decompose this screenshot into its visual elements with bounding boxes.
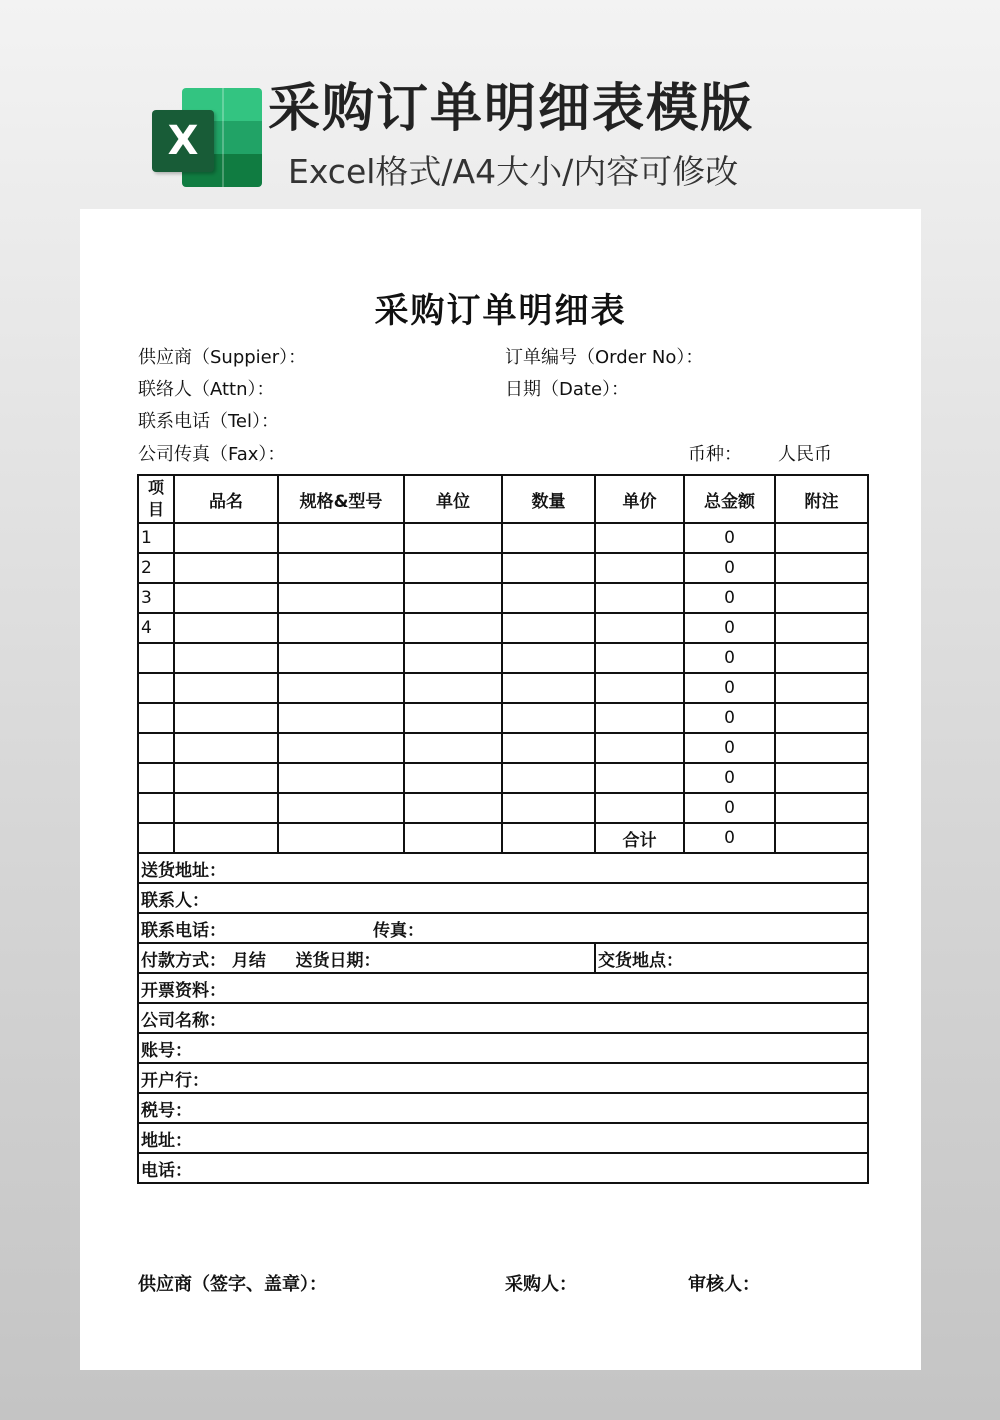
item-cell[interactable]: 2 [138, 553, 174, 583]
qty-cell[interactable] [502, 613, 595, 643]
address-row [138, 1123, 868, 1153]
price-cell[interactable] [595, 643, 684, 673]
total-cell[interactable]: 0 [684, 643, 775, 673]
table-row [138, 613, 868, 643]
tax-no-field[interactable]: 税号： [138, 1093, 868, 1123]
unit-cell[interactable] [404, 613, 502, 643]
spec-cell[interactable] [278, 703, 404, 733]
order-table [137, 474, 869, 1184]
total-cell[interactable]: 0 [684, 763, 775, 793]
header-item: 项目 [138, 475, 174, 523]
item-cell[interactable]: 4 [138, 613, 174, 643]
currency-value: 人民币 [778, 444, 832, 465]
unit-cell[interactable] [404, 673, 502, 703]
reviewer-signature-label: 审核人： [688, 1274, 760, 1295]
document-title: 采购订单明细表 [374, 291, 627, 331]
unit-cell[interactable] [404, 643, 502, 673]
remark-cell[interactable] [775, 793, 868, 823]
price-cell[interactable] [595, 673, 684, 703]
item-cell[interactable] [138, 733, 174, 763]
table-row [138, 553, 868, 583]
product-cell[interactable] [174, 793, 278, 823]
qty-cell[interactable] [502, 583, 595, 613]
product-cell[interactable] [174, 673, 278, 703]
supplier-signature-label: 供应商（签字、盖章）： [138, 1274, 327, 1295]
unit-cell[interactable] [404, 793, 502, 823]
spec-cell[interactable] [278, 643, 404, 673]
header-unit: 单位 [404, 475, 502, 523]
table-row [138, 793, 868, 823]
unit-cell[interactable] [404, 703, 502, 733]
supplier-label: 供应商（Suppier）： [138, 347, 307, 368]
total-cell[interactable]: 0 [684, 733, 775, 763]
payment-field[interactable] [138, 943, 595, 973]
remark-cell[interactable] [775, 523, 868, 553]
attn-label: 联络人（Attn）： [138, 379, 275, 400]
product-cell[interactable] [174, 733, 278, 763]
invoice-row [138, 973, 868, 1003]
remark-cell[interactable] [775, 733, 868, 763]
company-name-field[interactable]: 公司名称： [138, 1003, 868, 1033]
header-unit-price: 单价 [595, 475, 684, 523]
excel-icon [152, 88, 264, 188]
excel-logo-letter: X [152, 110, 214, 172]
sum-label: 合计 [595, 823, 684, 853]
product-cell[interactable] [174, 763, 278, 793]
price-cell[interactable] [595, 583, 684, 613]
item-cell[interactable]: 1 [138, 523, 174, 553]
remark-cell[interactable] [775, 703, 868, 733]
header-remarks: 附注 [775, 475, 868, 523]
table-row [138, 583, 868, 613]
address-field[interactable]: 地址： [138, 1123, 868, 1153]
spec-cell[interactable] [278, 793, 404, 823]
remark-cell[interactable] [775, 763, 868, 793]
remark-cell[interactable] [775, 583, 868, 613]
tax-no-row [138, 1093, 868, 1123]
qty-cell[interactable] [502, 643, 595, 673]
company-name-row [138, 1003, 868, 1033]
phone-fax-row [138, 913, 868, 943]
price-cell[interactable] [595, 553, 684, 583]
date-label: 日期（Date）： [505, 379, 630, 400]
price-cell[interactable] [595, 733, 684, 763]
unit-cell[interactable] [404, 523, 502, 553]
spec-cell[interactable] [278, 583, 404, 613]
product-cell[interactable] [174, 643, 278, 673]
account-field[interactable]: 账号： [138, 1033, 868, 1063]
price-cell[interactable] [595, 523, 684, 553]
unit-cell[interactable] [404, 733, 502, 763]
remark-cell[interactable] [775, 553, 868, 583]
qty-cell[interactable] [502, 673, 595, 703]
product-cell[interactable] [174, 553, 278, 583]
item-cell[interactable] [138, 643, 174, 673]
price-cell[interactable] [595, 763, 684, 793]
payment-row [138, 943, 868, 973]
price-cell[interactable] [595, 613, 684, 643]
bank-field[interactable]: 开户行： [138, 1063, 868, 1093]
banner-title: 采购订单明细表模版 [268, 79, 755, 139]
payment-method-label: 付款方式： [141, 950, 226, 971]
qty-cell[interactable] [502, 763, 595, 793]
spec-cell[interactable] [278, 613, 404, 643]
payment-method-value: 月结 [231, 950, 266, 971]
delivery-date-label: 送货日期： [295, 950, 381, 971]
item-cell[interactable] [138, 703, 174, 733]
price-cell[interactable] [595, 703, 684, 733]
document-page [80, 209, 921, 1370]
tel-label: 联系电话（Tel）： [138, 411, 280, 432]
spec-cell[interactable] [278, 733, 404, 763]
contact-field[interactable]: 联系人： [138, 883, 868, 913]
banner-subtitle: Excel格式/A4大小/内容可修改 [288, 152, 739, 191]
qty-cell[interactable] [502, 523, 595, 553]
unit-cell[interactable] [404, 553, 502, 583]
item-cell[interactable] [138, 793, 174, 823]
product-cell[interactable] [174, 523, 278, 553]
qty-cell[interactable] [502, 793, 595, 823]
total-cell[interactable]: 0 [684, 703, 775, 733]
header-spec-model: 规格&型号 [278, 475, 404, 523]
sum-row [138, 823, 868, 853]
phone-fax-field[interactable] [138, 913, 868, 943]
spec-cell[interactable] [278, 673, 404, 703]
table-row [138, 523, 868, 553]
remark-cell[interactable] [775, 613, 868, 643]
qty-cell[interactable] [502, 703, 595, 733]
item-cell[interactable]: 3 [138, 583, 174, 613]
total-cell[interactable]: 0 [684, 673, 775, 703]
table-row [138, 733, 868, 763]
sum-value[interactable]: 0 [684, 823, 775, 853]
invoice-info-field[interactable]: 开票资料： [138, 973, 868, 1003]
table-row [138, 643, 868, 673]
account-row [138, 1033, 868, 1063]
qty-cell[interactable] [502, 733, 595, 763]
telephone-row [138, 1153, 868, 1183]
spec-cell[interactable] [278, 553, 404, 583]
telephone-field[interactable]: 电话： [138, 1153, 868, 1183]
spec-cell[interactable] [278, 523, 404, 553]
remark-cell[interactable] [775, 673, 868, 703]
header-total-amount: 总金额 [684, 475, 775, 523]
product-cell[interactable] [174, 613, 278, 643]
product-cell[interactable] [174, 703, 278, 733]
phone-label: 联系电话： [141, 920, 226, 941]
qty-cell[interactable] [502, 553, 595, 583]
currency-label: 币种： [688, 444, 742, 465]
item-cell[interactable] [138, 673, 174, 703]
table-row [138, 703, 868, 733]
total-cell[interactable]: 0 [684, 793, 775, 823]
table-header-row [138, 475, 868, 523]
purchaser-signature-label: 采购人： [505, 1274, 577, 1295]
item-cell[interactable] [138, 763, 174, 793]
total-cell[interactable]: 0 [684, 553, 775, 583]
unit-cell[interactable] [404, 583, 502, 613]
product-cell[interactable] [174, 583, 278, 613]
table-row [138, 763, 868, 793]
header-quantity: 数量 [502, 475, 595, 523]
delivery-address-field[interactable]: 送货地址： [138, 853, 868, 883]
unit-cell[interactable] [404, 763, 502, 793]
template-banner [0, 0, 1000, 200]
remark-cell[interactable] [775, 643, 868, 673]
total-cell[interactable]: 0 [684, 583, 775, 613]
fax-label: 公司传真（Fax）： [138, 444, 286, 465]
table-row [138, 673, 868, 703]
spec-cell[interactable] [278, 763, 404, 793]
delivery-place-field[interactable]: 交货地点： [595, 943, 868, 973]
delivery-address-row [138, 853, 868, 883]
total-cell[interactable]: 0 [684, 613, 775, 643]
contact-row [138, 883, 868, 913]
total-cell[interactable]: 0 [684, 523, 775, 553]
order-no-label: 订单编号（Order No）： [505, 347, 704, 368]
price-cell[interactable] [595, 793, 684, 823]
fax-label: 传真： [373, 920, 424, 941]
header-product-name: 品名 [174, 475, 278, 523]
bank-row [138, 1063, 868, 1093]
